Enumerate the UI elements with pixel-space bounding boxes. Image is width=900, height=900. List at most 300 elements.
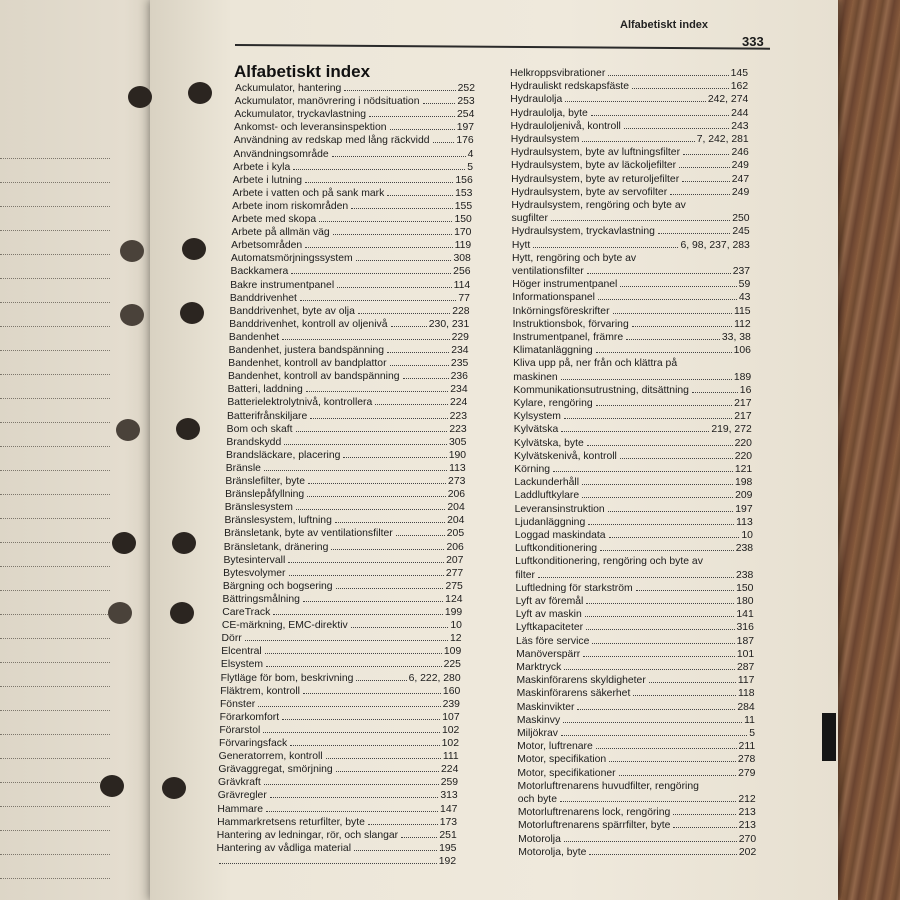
index-term: Automatsmörjningssystem	[230, 253, 353, 265]
index-page-ref: 249	[731, 186, 750, 198]
index-term: Kylvätska, byte	[513, 437, 584, 449]
index-entry	[516, 608, 754, 621]
header-rule	[235, 44, 770, 50]
index-term: Hytt	[511, 239, 531, 251]
index-page-ref: 10	[450, 620, 462, 632]
left-page-dotted-line	[0, 374, 110, 375]
index-page-ref: 220	[734, 450, 753, 462]
index-term: Maskinvikter	[516, 701, 575, 713]
index-term: Hydraulsystem, tryckavlastning	[511, 226, 655, 238]
dot-leader	[608, 75, 728, 76]
dot-leader	[692, 392, 738, 393]
index-term: Hydrauloljenivå, kontroll	[510, 120, 621, 132]
index-page-ref: 219, 272	[711, 424, 752, 436]
index-term: Laddluftkylare	[514, 490, 580, 502]
index-term: Bränsle	[225, 462, 261, 474]
index-entry	[231, 226, 471, 239]
dot-leader	[369, 116, 455, 117]
index-entry	[514, 463, 752, 476]
dot-leader	[368, 824, 438, 825]
index-page-ref: 230, 231	[428, 318, 470, 330]
index-page-ref: 141	[736, 609, 754, 621]
index-entry	[229, 318, 469, 331]
index-term: Lackunderhåll	[514, 477, 580, 489]
index-page-ref: 190	[448, 449, 467, 461]
index-page-ref: 308	[453, 253, 471, 265]
dot-leader	[336, 588, 444, 589]
dot-leader	[387, 195, 453, 196]
index-entry	[514, 489, 752, 502]
index-entry	[218, 789, 458, 802]
index-page-ref: 213	[738, 820, 756, 832]
index-entry	[231, 252, 471, 265]
dot-leader	[679, 167, 730, 168]
index-page-ref: 277	[445, 567, 464, 579]
index-entry	[224, 514, 464, 527]
index-entry	[232, 187, 472, 200]
index-page-ref: 249	[731, 160, 749, 172]
index-term: Lyft av maskin	[515, 609, 582, 621]
index-entry	[234, 121, 474, 134]
dot-leader	[358, 313, 450, 314]
index-entry	[512, 278, 750, 291]
index-entry	[513, 344, 751, 357]
index-entry	[225, 501, 465, 514]
dot-leader	[632, 88, 729, 89]
index-page-ref: 236	[450, 371, 468, 383]
index-page	[150, 0, 838, 900]
index-page-ref: 187	[736, 635, 755, 647]
index-page-ref: 173	[439, 816, 458, 828]
index-term: CareTrack	[222, 607, 271, 618]
index-page-ref: 189	[733, 371, 752, 383]
index-term: Grävaggregat, smörjning	[218, 764, 333, 776]
index-term: Bättringsmålning	[222, 593, 300, 605]
dot-leader	[587, 273, 731, 274]
index-entry	[227, 410, 467, 423]
index-term: Bränslefilter, byte	[225, 476, 306, 487]
dot-leader	[335, 522, 445, 523]
dot-leader	[282, 719, 440, 720]
binder-hole	[162, 777, 186, 799]
index-entry	[510, 80, 748, 93]
index-entry	[515, 582, 753, 595]
index-page-ref: 121	[734, 464, 753, 475]
index-term: Inkörningsföreskrifter	[512, 305, 610, 317]
index-term: Elsystem	[220, 659, 264, 671]
dot-leader	[624, 128, 729, 129]
dot-leader	[319, 221, 452, 222]
index-page-ref: 7, 242, 281	[696, 134, 749, 145]
left-page-dotted-line	[0, 638, 110, 639]
index-page-ref: 207	[446, 554, 464, 566]
dot-leader	[582, 484, 733, 485]
binder-hole	[100, 775, 124, 797]
index-term: Brandsläckare, placering	[226, 449, 341, 461]
dot-leader	[263, 732, 440, 733]
left-page-dotted-line	[0, 470, 110, 471]
index-entry	[231, 239, 471, 252]
index-entry	[510, 93, 748, 106]
index-page-ref: 234	[451, 345, 469, 356]
index-page-ref: 114	[453, 279, 471, 291]
dot-leader	[561, 379, 732, 380]
index-term: sugfilter	[511, 213, 548, 225]
dot-leader	[583, 656, 735, 657]
index-term: Ljudanläggning	[514, 516, 586, 528]
dot-leader	[343, 457, 446, 458]
index-page-ref: 112	[734, 318, 751, 330]
binder-hole	[108, 602, 132, 624]
index-page-ref: 242, 274	[707, 94, 749, 106]
index-entry	[220, 685, 460, 698]
dot-leader	[306, 391, 449, 392]
index-term: Ackumulator, tryckavlastning	[234, 109, 367, 121]
index-term: Banddrivenhet, kontroll av oljenivå	[229, 318, 388, 330]
index-term: Marktryck	[516, 662, 562, 673]
index-entry	[232, 200, 472, 213]
left-page-dotted-line	[0, 350, 110, 351]
index-term: Kylare, rengöring	[513, 398, 593, 409]
index-page-ref: 313	[440, 790, 458, 802]
index-page-ref: 5	[749, 728, 755, 739]
index-term: Bandenhet	[228, 331, 280, 343]
index-entry	[517, 714, 755, 727]
index-entry	[217, 829, 457, 842]
dot-leader	[682, 181, 730, 182]
index-term: Grävregler	[217, 790, 267, 802]
index-entry	[222, 632, 462, 645]
left-page-dotted-line	[0, 782, 110, 783]
left-page-dotted-line	[0, 446, 110, 447]
dot-leader	[300, 300, 456, 301]
index-page-ref: 228	[452, 305, 470, 317]
index-page-ref: 12	[449, 633, 462, 645]
index-page-ref: 170	[454, 227, 472, 239]
index-entry	[518, 833, 756, 846]
index-page-ref: 33, 38	[721, 332, 751, 343]
dot-leader	[351, 627, 449, 628]
index-entry	[512, 212, 750, 225]
index-page-ref: 111	[442, 751, 459, 763]
index-page-ref: 316	[736, 622, 754, 634]
binder-hole	[120, 304, 144, 326]
index-entry	[233, 148, 473, 161]
index-page-ref: 147	[440, 803, 458, 815]
index-term: Bränslesystem, luftning	[224, 515, 332, 527]
dot-leader	[613, 313, 732, 314]
left-page-dotted-line	[0, 326, 110, 327]
index-entry	[511, 199, 749, 212]
left-page-dotted-line	[0, 590, 110, 591]
index-page-ref: 156	[455, 174, 473, 186]
dot-leader	[561, 431, 709, 432]
index-term: Bytesvolymer	[223, 567, 286, 579]
dot-leader	[565, 101, 706, 102]
index-page-ref: 180	[736, 596, 754, 607]
index-term: Hantering av ledningar, rör, och slangar	[216, 829, 399, 841]
index-page-ref: 247	[731, 173, 750, 185]
index-entry	[233, 174, 473, 187]
dot-leader	[296, 431, 448, 432]
index-entry	[516, 621, 754, 634]
index-entry	[220, 711, 460, 724]
index-term: Förarstol	[219, 724, 261, 736]
index-term: och byte	[517, 794, 557, 805]
index-entry	[235, 82, 475, 95]
index-entry	[518, 806, 756, 819]
index-entry	[226, 449, 466, 462]
index-entry	[234, 108, 474, 121]
index-entry	[513, 384, 751, 397]
index-page-ref: 192	[438, 855, 457, 867]
binder-hole	[182, 238, 206, 260]
binder-hole	[180, 302, 204, 324]
dot-leader	[332, 156, 466, 157]
index-entry	[220, 698, 460, 711]
left-page-dotted-line	[0, 758, 110, 759]
index-entry	[513, 318, 751, 331]
index-entry	[513, 371, 751, 384]
left-page-dotted-line	[0, 566, 110, 567]
dot-leader	[673, 827, 736, 828]
left-page-dotted-line	[0, 494, 110, 495]
left-page-dotted-line	[0, 158, 110, 159]
index-term: Manöverspärr	[516, 648, 581, 660]
page-number: 333	[742, 34, 764, 49]
index-term: Hydraulsystem, byte av läckoljefilter	[510, 160, 677, 172]
index-page-ref: 153	[455, 187, 473, 199]
dot-leader	[587, 445, 733, 446]
index-page-ref: 206	[446, 541, 464, 553]
index-entry	[226, 462, 466, 475]
index-page-ref: 10	[741, 530, 753, 541]
binder-hole	[188, 82, 212, 104]
index-entry	[230, 279, 470, 292]
dot-leader	[596, 748, 737, 749]
dot-leader	[336, 771, 439, 772]
index-term: Höger instrumentpanel	[512, 279, 618, 291]
index-page-ref: 198	[734, 477, 753, 489]
index-term: Fönster	[219, 698, 256, 710]
dot-leader	[649, 682, 736, 683]
index-entry	[510, 107, 748, 120]
index-entry	[511, 133, 749, 146]
section-tab-marker	[822, 713, 836, 761]
index-page-ref: 224	[441, 764, 459, 776]
index-page-ref: 238	[735, 569, 754, 581]
dot-leader	[284, 444, 447, 445]
dot-leader	[564, 841, 737, 842]
left-page-dotted-line	[0, 542, 110, 543]
index-entry	[515, 516, 753, 529]
index-page-ref: 197	[735, 503, 753, 515]
index-term: Instrumentpanel, främre	[512, 332, 624, 343]
left-page-dotted-line	[0, 662, 110, 663]
index-term: Arbetsområden	[231, 240, 303, 252]
index-term: Motorluftrenarens spärrfilter, byte	[517, 820, 671, 832]
index-term: Motor, specifikationer	[517, 767, 616, 779]
index-entry	[513, 331, 751, 344]
dot-leader	[303, 693, 441, 694]
index-page-ref: 251	[439, 829, 457, 841]
index-page-ref: 119	[454, 240, 472, 252]
dot-leader	[265, 653, 442, 654]
index-term: Kylvätska	[513, 424, 559, 436]
index-term: Bränsletank, byte av ventilationsfilter	[224, 528, 393, 540]
dot-leader	[577, 709, 735, 710]
index-term: Luftkonditionering	[515, 543, 598, 555]
index-page-ref: 212	[738, 794, 756, 805]
binder-hole	[112, 532, 136, 554]
index-entry	[228, 357, 468, 370]
dot-leader	[273, 614, 443, 615]
index-entry	[219, 737, 459, 750]
index-term: Arbete i vatten och på sank mark	[232, 187, 385, 199]
dot-leader	[245, 640, 448, 641]
index-term: Generatorrem, kontroll	[218, 751, 323, 763]
dot-leader	[673, 814, 736, 815]
dot-leader	[592, 643, 734, 644]
index-page-ref: 106	[733, 345, 751, 357]
dot-leader	[633, 695, 736, 696]
index-page-ref: 250	[732, 213, 750, 225]
index-term: Läs före service	[516, 635, 590, 647]
dot-leader	[533, 247, 678, 248]
index-entry	[515, 503, 753, 516]
index-entry	[223, 580, 463, 593]
dot-leader	[282, 339, 449, 340]
index-page-ref: 278	[737, 754, 756, 766]
dot-leader	[296, 509, 446, 510]
dot-leader	[433, 142, 455, 143]
index-entry	[512, 291, 750, 304]
index-term: Användningsområde	[233, 148, 329, 160]
index-page-ref: 287	[736, 662, 755, 673]
index-term: Arbete inom riskområden	[232, 200, 349, 212]
dot-leader	[290, 745, 440, 746]
binder-hole	[120, 240, 144, 262]
left-page-dotted-line	[0, 614, 110, 615]
index-entry	[516, 661, 754, 674]
index-entry	[218, 776, 458, 789]
index-page-ref: 224	[449, 397, 468, 409]
index-page-ref: 102	[441, 738, 459, 749]
index-page-ref: 206	[447, 489, 466, 501]
dot-leader	[620, 458, 733, 459]
index-page-ref: 150	[454, 214, 472, 225]
index-term: maskinen	[513, 371, 558, 383]
left-page-dotted-line	[0, 254, 110, 255]
index-entry	[226, 436, 466, 449]
index-term: Förarkomfort	[219, 711, 280, 723]
dot-leader	[619, 775, 736, 776]
index-term: Hydrauliskt redskapsfäste	[510, 81, 630, 93]
index-term: Bränslesystem	[224, 502, 293, 514]
index-page-ref: 211	[738, 741, 756, 753]
index-entry	[517, 767, 755, 780]
index-page-ref: 202	[738, 846, 757, 858]
index-page-ref: 217	[734, 398, 752, 409]
dot-leader	[564, 418, 732, 419]
index-term: Klimatanläggning	[512, 345, 593, 357]
index-entry	[516, 635, 754, 648]
dot-leader	[636, 590, 734, 591]
index-entry	[514, 476, 752, 489]
index-entry	[510, 67, 748, 80]
index-term: Arbete i kyla	[233, 161, 291, 173]
index-title: Alfabetiskt index	[234, 62, 371, 81]
index-entry	[514, 450, 752, 463]
left-page-dotted-line	[0, 398, 110, 399]
index-entry	[222, 619, 462, 632]
binder-hole	[170, 602, 194, 624]
index-term: Förvaringsfack	[219, 738, 288, 749]
index-page-ref: 77	[458, 292, 470, 304]
index-entry	[227, 423, 467, 436]
binder-hole	[128, 86, 152, 108]
index-entry	[219, 750, 459, 763]
dot-leader	[582, 497, 733, 498]
index-entry	[216, 842, 456, 855]
index-page-ref: 217	[734, 411, 752, 423]
index-page-ref: 305	[449, 436, 467, 448]
index-entry	[224, 541, 464, 554]
index-page-ref: 124	[445, 593, 463, 605]
dot-leader	[609, 761, 736, 762]
index-entry	[216, 855, 456, 868]
dot-leader	[423, 103, 456, 104]
index-term: Flytläge för bom, beskrivning	[220, 672, 354, 684]
index-entry	[223, 554, 463, 567]
index-term: Arbete i lutning	[232, 174, 303, 186]
dot-leader	[331, 549, 444, 550]
index-term: Hydraulsystem, rengöring och byte av	[511, 200, 686, 211]
index-page-ref: 246	[731, 147, 749, 159]
index-entry	[221, 645, 461, 658]
index-entry	[512, 239, 750, 252]
dot-leader	[270, 797, 439, 798]
dot-leader	[683, 154, 729, 155]
index-page-ref: 223	[449, 410, 467, 422]
index-term: Lyft av föremål	[515, 596, 584, 607]
dot-leader	[289, 575, 444, 576]
index-page-ref: 101	[736, 648, 755, 660]
index-term: Motorluftrenarens lock, rengöring	[517, 807, 671, 819]
binder-hole	[176, 418, 200, 440]
index-term: Batterifrånskiljare	[227, 410, 308, 422]
index-term: Hytt, rengöring och byte av	[511, 252, 637, 264]
index-entry	[518, 846, 756, 859]
index-entry	[221, 658, 461, 671]
dot-leader	[387, 352, 449, 353]
dot-leader	[609, 537, 740, 538]
index-page-ref: 259	[440, 777, 459, 789]
dot-leader	[356, 260, 452, 261]
index-page-ref: 4	[467, 148, 474, 160]
left-page-dotted-line	[0, 182, 110, 183]
index-term: Hydraulsystem, byte av luftningsfilter	[510, 147, 681, 159]
index-entry	[515, 542, 753, 555]
dot-leader	[390, 129, 455, 130]
dot-leader	[356, 680, 406, 681]
index-page-ref: 220	[734, 437, 752, 449]
index-page-ref: 199	[444, 607, 463, 618]
index-term: ventilationsfilter	[512, 266, 584, 277]
index-term: Elcentral	[221, 646, 262, 658]
index-term: Hammarkretsens returfilter, byte	[217, 816, 365, 828]
index-page-ref: 5	[467, 161, 474, 173]
